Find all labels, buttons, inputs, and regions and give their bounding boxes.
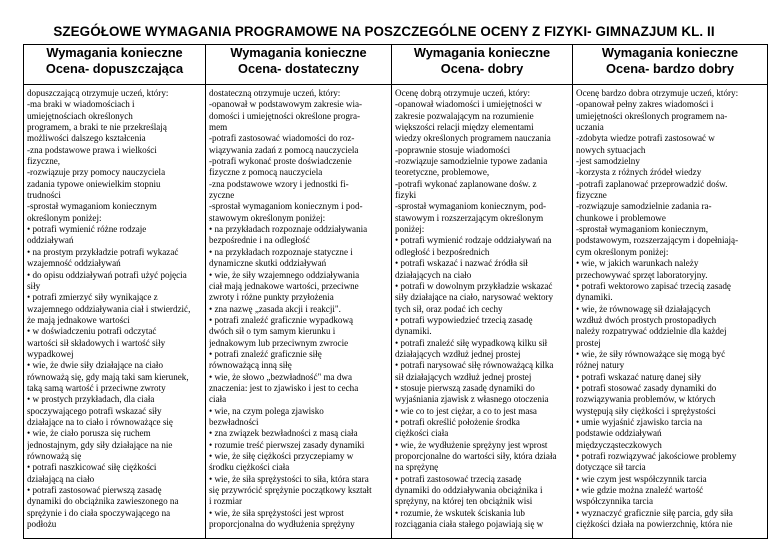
text-line: • wie, że siły równoważące się mogą być xyxy=(576,348,726,359)
text-line: fizyczne, xyxy=(27,156,61,167)
text-line: • wie, że siła sprężystości to siła, która stara xyxy=(209,473,369,484)
text-line: należy rozpatrywać oddzielnie dla każdej xyxy=(576,326,727,337)
text-line: -jest samodzielny xyxy=(576,156,640,167)
text-line: dynamiki do oddziaływania obciążnika i xyxy=(395,485,543,496)
text-line: • wie, że słowo „bezwładność" ma dwa xyxy=(209,371,353,382)
text-line: • zna związek bezwładności z masą ciała xyxy=(209,428,358,439)
text-line: występują siły ciężkości i sprężystości xyxy=(576,405,716,416)
text-line: -rozwiązuje samodzielnie zadania ra- xyxy=(576,201,712,212)
text-line: • wie, że dwie siły działające na ciało xyxy=(27,360,163,371)
text-line: • potrafi określić położenie środka xyxy=(395,416,520,427)
text-line: fizyczne xyxy=(576,190,607,201)
text-line: • potrafi naszkicować siłę ciężkości xyxy=(27,462,157,473)
text-line: -potrafi wykonać zaplanowane dośw. z xyxy=(395,178,537,189)
text-line: znaczenia: jest to zjawisko i jest to cecha xyxy=(209,382,359,393)
text-line: proporcjonalna do wydłużenia sprężyny xyxy=(209,519,355,530)
text-line: • rozumie, że wskutek ściskania lub xyxy=(395,507,525,518)
text-line: • potrafi stosować zasady dynamiki do xyxy=(576,382,717,393)
text-line: • do opisu oddziaływań potrafi użyć pojęcia xyxy=(27,269,187,280)
text-line: wzdłuż dwóch prostych prostopadłych xyxy=(576,314,717,325)
text-line: zwroty i różne punkty przyłożenia xyxy=(209,292,334,303)
text-line: działającą na ciało xyxy=(27,473,95,484)
column-header-line2: Ocena- dostateczny xyxy=(238,61,359,76)
text-line: umiejętności określonych programem na- xyxy=(576,110,728,121)
text-line: • potrafi zmierzyć siły wynikające z xyxy=(27,292,158,303)
text-line: • potrafi znaleźć siłę wypadkową kilku sił xyxy=(395,337,548,348)
text-line: -poprawnie stosuje wiadomości xyxy=(395,144,511,155)
text-line: poniżej: xyxy=(395,224,425,235)
text-line: -sprostał wymaganiom koniecznym, xyxy=(576,224,709,235)
text-line: teoretyczne, problemowe, xyxy=(395,167,490,178)
text-line: -zna podstawowe wzory i jednostki fi- xyxy=(209,178,349,189)
text-line: chunkowe i problemowe xyxy=(576,212,666,223)
text-line: ciężkości ciała xyxy=(395,428,449,439)
text-line: • w doświadczeniu potrafi odczytać xyxy=(27,326,157,337)
text-line: podłożu xyxy=(27,519,57,530)
text-line: -ma braki w wiadomościach i xyxy=(27,99,135,110)
text-line: • potrafi w dowolnym przykładzie wskazać xyxy=(395,280,553,291)
text-line: • wie, że siłę ciężkości przyczepiamy w xyxy=(209,451,354,461)
text-line: • wie, że siła sprężystości jest wprost xyxy=(209,507,344,518)
text-line: działających wzdłuż jednej prostej xyxy=(395,348,521,359)
text-line: jednakowym lub przeciwnym zwrocie xyxy=(209,337,349,348)
text-line: odległość i bezpośrednich xyxy=(395,246,490,257)
text-line: zyczne xyxy=(209,190,235,201)
text-line: cym określonym poniżej: xyxy=(576,246,669,257)
text-line: na sprężynę xyxy=(395,462,439,473)
text-line: fizyki xyxy=(395,190,417,201)
text-line: określonym poniżej: xyxy=(27,212,102,223)
column-header-line2: Ocena- dobry xyxy=(440,61,524,76)
text-line: zadania typowe oniewielkim stopniu xyxy=(27,178,161,189)
text-line: Ocenę bardzo dobra otrzymuje uczeń, który: xyxy=(576,88,739,98)
column-body-dostateczny xyxy=(206,85,392,539)
text-line: uczania xyxy=(576,122,604,133)
text-line: • wie, w jakich warunkach należy xyxy=(576,258,699,269)
text-line: • wie czym jest współczynnik tarcia xyxy=(576,473,707,484)
text-line: • potrafi narysować siłę równoważącą kilka xyxy=(395,360,554,371)
text-line: proporcjonalne do wartości siły, która działa xyxy=(395,451,557,461)
text-line: • wie, że ciało porusza się ruchem xyxy=(27,428,151,439)
text-line: • na przykładach rozpoznaje oddziaływania xyxy=(209,224,368,235)
text-line: • potrafi wskazać i nazwać źródła sił xyxy=(395,258,528,269)
text-line: fizyczne z pomocą nauczyciela xyxy=(209,167,323,178)
text-line: bezwładności xyxy=(209,416,259,427)
text-line: wiązywania zadań z pomocą nauczyciela xyxy=(209,144,359,155)
text-line: wzajemnego oddziaływania ciał i stwierdzić, xyxy=(27,303,191,314)
column-body-dobry xyxy=(392,85,573,539)
text-line: -rozwiązuje samodzielnie typowe zadania xyxy=(395,156,548,167)
text-line: dynamiki. xyxy=(576,292,613,303)
text-line: dynamiczne skutki oddziaływań xyxy=(209,258,327,269)
text-line: • potrafi rozwiązywać jakościowe problemy xyxy=(576,451,737,461)
text-line: przechowywać sprzęt laboratoryjny. xyxy=(576,269,708,280)
text-line: siły działające na ciało, narysować wektory xyxy=(395,292,554,303)
text-line: nowych sytuacjach xyxy=(576,144,646,155)
text-line: -rozwiązuje przy pomocy nauczyciela xyxy=(27,167,166,178)
text-line: -potrafi wykonać proste doświadczenie xyxy=(209,156,352,167)
text-line: • wie, na czym polega zjawisko xyxy=(209,405,324,416)
text-line: międzycząsteczkowych xyxy=(576,439,662,450)
text-line: mem xyxy=(209,122,228,133)
text-line: wartości sił składowych i wartość siły xyxy=(27,337,166,348)
text-line: • wie, że wydłużenie sprężyny jest wprost xyxy=(395,439,548,450)
text-line: siły xyxy=(27,280,41,291)
text-line: • potrafi wypowiedzieć trzecią zasadę xyxy=(395,314,533,325)
content-row xyxy=(24,85,768,539)
column-header-line2: Ocena- dopuszczająca xyxy=(45,61,184,76)
text-line: • wyznaczyć graficznie siłę parcia, gdy siła xyxy=(576,507,733,518)
column-header-bardzo-dobry xyxy=(573,45,768,85)
text-line: ciał mają jednakowe wartości, przeciwne xyxy=(209,280,359,291)
text-line: się przywrócić sprężynie początkowy kształt xyxy=(209,485,372,496)
requirements-table xyxy=(23,44,768,539)
text-line: -korzysta z różnych źródeł wiedzy xyxy=(576,167,702,178)
text-line: • wie, że siły wzajemnego oddziaływania xyxy=(209,269,360,280)
column-header-line1: Wymagania konieczne xyxy=(46,45,183,60)
text-line: równoważącą inną siłę xyxy=(209,360,292,371)
column-header-dostateczny xyxy=(206,45,392,85)
text-line: oddziaływań xyxy=(27,235,74,246)
text-line: środku ciężkości ciała xyxy=(209,462,290,473)
text-line: możliwości dalszego kształcenia xyxy=(27,133,146,144)
text-line: -opanował pełny zakres wiadomości i xyxy=(576,99,714,110)
text-line: programem, a braki te nie przekreślają xyxy=(27,122,167,133)
text-line: -zna podstawowe prawa i wielkości xyxy=(27,144,157,155)
text-line: • potrafi wymienić różne rodzaje xyxy=(27,224,147,235)
text-line: dotyczące sił tarcia xyxy=(576,462,646,473)
text-line: rozwiązywania problemów, w których xyxy=(576,394,716,405)
text-line: spoczywającego potrafi wskazać siły xyxy=(27,405,162,416)
header-row xyxy=(24,45,768,85)
text-line: trudności xyxy=(27,190,61,201)
text-line: ciała xyxy=(209,394,227,405)
text-line: wzajemność oddziaływań xyxy=(27,258,121,269)
text-line: umiejętnościach określonych xyxy=(27,110,133,121)
text-line: -opanował wiadomości i umiejętności w xyxy=(395,99,542,110)
text-line: ciężkości działa na powierzchnię, która nie xyxy=(576,519,733,530)
text-line: Ocenę dobrą otrzymuje uczeń, który: xyxy=(395,88,531,98)
text-line: współczynnika tarcia xyxy=(576,496,654,507)
text-line: • potrafi znaleźć graficznie siłę xyxy=(209,348,322,359)
text-line: taką samą wartość i przeciwne zwroty xyxy=(27,382,166,393)
column-header-line1: Wymagania konieczne xyxy=(601,45,739,60)
text-line: dopuszczającą otrzymuje uczeń, który: xyxy=(27,88,169,98)
text-line: wyjaśniania zjawisk z własnego otoczenia xyxy=(395,394,549,405)
text-line: • potrafi wskazać naturę danej siły xyxy=(576,371,702,382)
text-line: • wie gdzie można znaleźć wartość xyxy=(576,485,704,496)
text-line: sprężyny, na której ten obciążnik wisi xyxy=(395,496,533,507)
page-title: SZEGÓŁOWE WYMAGANIA PROGRAMOWE NA POSZCZEGÓLNE OCENY Z FIZYKI- GIMNAZJUM KL. II xyxy=(53,24,715,39)
text-line: -opanował w podstawowym zakresie wia- xyxy=(209,99,363,110)
text-line: różnej natury xyxy=(576,360,625,371)
text-line: • wie co to jest ciężar, a co to jest masa xyxy=(395,405,537,416)
column-body-bardzo-dobry xyxy=(573,85,768,539)
text-line: -potrafi zaplanować przeprowadzić dośw. xyxy=(576,178,728,189)
text-line: • rozumie treść pierwszej zasady dynamiki xyxy=(209,439,365,450)
text-line: sił działających wzdłuż jednej prostej xyxy=(395,371,532,382)
text-line: stawowym określonym poniżej: xyxy=(209,212,326,223)
text-line: sprężynie i do ciała spoczywającego na xyxy=(27,507,171,518)
column-header-dopuszczajaca xyxy=(24,45,206,85)
text-line: równoważą się, gdy mają taki sam kierunek, xyxy=(27,371,189,382)
text-line: dynamiki do obciążnika zawieszonego na xyxy=(27,496,179,507)
text-line: • potrafi znaleźć graficznie wypadkową xyxy=(209,314,354,325)
text-line: rozciągania ciała stałego pojawiają się w xyxy=(395,519,544,530)
text-line: • potrafi wektorowo zapisać trzecią zasadę xyxy=(576,280,731,291)
text-line: domości i umiejętności określone progra- xyxy=(209,110,361,121)
column-header-line2: Ocena- bardzo dobry xyxy=(606,61,734,76)
text-line: działających na ciało xyxy=(395,269,472,280)
column-header-line1: Wymagania konieczne xyxy=(413,45,551,60)
text-line: jednostajnym, gdy siły działające na nie xyxy=(27,439,173,450)
text-line: • umie wyjaśnić zjawisko tarcia na xyxy=(576,416,703,427)
text-line: -zdobyta wiedze potrafi zastosować w xyxy=(576,133,715,144)
text-line: zakresie pozwalającym na rozumienie xyxy=(395,110,534,121)
text-line: bezpośrednie i na odległość xyxy=(209,235,310,246)
text-line: podstawowym, rozszerzającym i dopełniają- xyxy=(576,235,739,246)
text-line: dostateczną otrzymuje uczeń, który: xyxy=(209,88,341,98)
text-line: większości relacji między elementami xyxy=(395,122,534,133)
text-line: -sprostał wymaganiom koniecznym xyxy=(27,201,157,212)
text-line: • wie, że równowagę sił działających xyxy=(576,303,711,314)
text-line: że mają jednakowe wartości xyxy=(27,314,130,325)
text-line: • potrafi zastosować trzecią zasadę xyxy=(395,473,522,484)
text-line: • stosuje pierwszą zasadę dynamiki do xyxy=(395,382,535,393)
text-line: • na prostym przykładzie potrafi wykazać xyxy=(27,246,179,257)
column-header-dobry xyxy=(392,45,573,85)
text-line: stawowym i rozszerzającym określonym xyxy=(395,212,544,223)
text-line: wypadkowej xyxy=(27,348,74,359)
text-line: i rozmiar xyxy=(209,496,243,507)
text-line: • potrafi wymienić rodzaje oddziaływań na xyxy=(395,235,552,246)
text-line: -potrafi zastosować wiadomości do roz- xyxy=(209,133,355,144)
text-line: działające na to ciało i równoważące się xyxy=(27,416,173,427)
text-line: wiedzy określonych programem nauczania xyxy=(395,133,551,144)
column-body-dopuszczajaca xyxy=(24,85,206,539)
text-line: • zna nazwę „zasada akcji i reakcji". xyxy=(209,303,341,314)
text-line: -sprostał wymaganiom koniecznym i pod- xyxy=(209,201,363,212)
text-line: prostej xyxy=(576,337,601,348)
text-line: • na przykładach rozpoznaje statyczne i xyxy=(209,246,353,257)
text-line: podstawie oddziaływań xyxy=(576,428,662,439)
text-line: równoważą się xyxy=(27,451,82,461)
text-line: -sprostał wymaganiom koniecznym, pod- xyxy=(395,201,547,212)
column-header-line1: Wymagania konieczne xyxy=(230,45,367,60)
text-line: • w prostych przykładach, dla ciała xyxy=(27,394,155,405)
text-line: dynamiki. xyxy=(395,326,432,337)
text-line: dwóch sił o tym samym kierunku i xyxy=(209,326,336,337)
text-line: tych sił, oraz podać ich cechy xyxy=(395,303,503,314)
text-line: • potrafi zastosować pierwszą zasadę xyxy=(27,485,162,496)
